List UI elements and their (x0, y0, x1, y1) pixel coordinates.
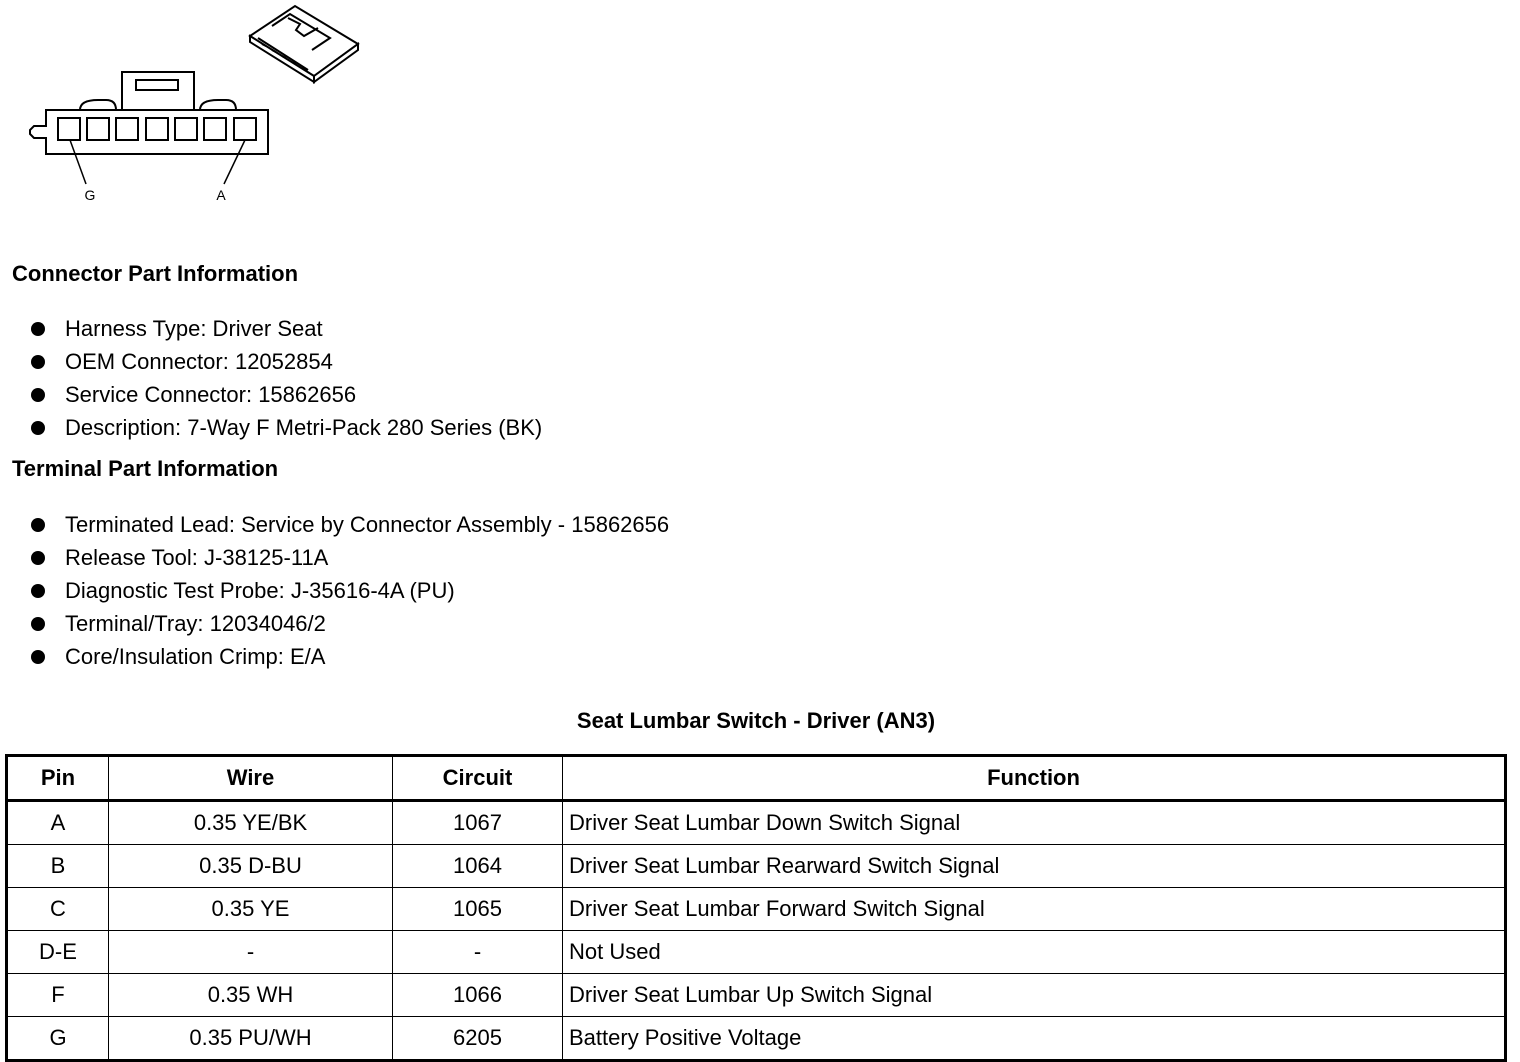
bullet-icon (31, 551, 45, 565)
cell-wire: 0.35 D-BU (109, 845, 393, 888)
bullet-icon (31, 355, 45, 369)
list-item: Service Connector: 15862656 (28, 378, 542, 411)
terminal-info-list (28, 508, 669, 673)
cell-pin: G (7, 1017, 109, 1061)
header-function: Function (563, 756, 1506, 801)
list-item: Harness Type: Driver Seat (28, 312, 542, 345)
cell-circuit: - (393, 931, 563, 974)
cell-pin: B (7, 845, 109, 888)
bullet-icon (31, 388, 45, 402)
header-circuit: Circuit (393, 756, 563, 801)
cell-function: Not Used (563, 931, 1506, 974)
cell-wire: 0.35 YE (109, 888, 393, 931)
bullet-icon (31, 617, 45, 631)
cell-wire: 0.35 WH (109, 974, 393, 1017)
list-item: Terminal/Tray: 12034046/2 (28, 607, 669, 640)
table-title: Seat Lumbar Switch - Driver (AN3) (576, 708, 936, 733)
cell-pin: D-E (7, 931, 109, 974)
cell-circuit: 1066 (393, 974, 563, 1017)
connector-diagram (0, 0, 400, 230)
bullet-icon (31, 421, 45, 435)
bullet-icon (31, 518, 45, 532)
cell-pin: F (7, 974, 109, 1017)
bullet-icon (31, 650, 45, 664)
cell-circuit: 1065 (393, 888, 563, 931)
table-header-row (7, 756, 1506, 801)
cell-circuit: 1067 (393, 801, 563, 845)
list-item: Terminated Lead: Service by Connector Assembly - 15862656 (28, 508, 669, 541)
table-row (7, 1017, 1506, 1061)
connector-face-view (30, 72, 268, 184)
cell-wire: 0.35 PU/WH (109, 1017, 393, 1061)
bullet-icon (31, 322, 45, 336)
pin-table (5, 754, 1507, 1062)
cell-function: Driver Seat Lumbar Down Switch Signal (563, 801, 1506, 845)
list-item: Core/Insulation Crimp: E/A (28, 640, 669, 673)
cell-function: Driver Seat Lumbar Up Switch Signal (563, 974, 1506, 1017)
cell-wire: - (109, 931, 393, 974)
connector-info-list (28, 312, 542, 444)
cell-wire: 0.35 YE/BK (109, 801, 393, 845)
cell-function: Battery Positive Voltage (563, 1017, 1506, 1061)
list-item: Description: 7-Way F Metri-Pack 280 Series (BK) (28, 411, 542, 444)
pin-label-g: G (84, 187, 96, 203)
list-item: Release Tool: J-38125-11A (28, 541, 669, 574)
cell-pin: A (7, 801, 109, 845)
table-row (7, 974, 1506, 1017)
cell-function: Driver Seat Lumbar Rearward Switch Signal (563, 845, 1506, 888)
table-row (7, 845, 1506, 888)
cell-circuit: 1064 (393, 845, 563, 888)
list-item: Diagnostic Test Probe: J-35616-4A (PU) (28, 574, 669, 607)
cell-circuit: 6205 (393, 1017, 563, 1061)
table-row (7, 888, 1506, 931)
table-row (7, 931, 1506, 974)
header-pin: Pin (7, 756, 109, 801)
terminal-info-heading: Terminal Part Information (12, 456, 279, 481)
table-row (7, 801, 1506, 845)
bullet-icon (31, 584, 45, 598)
header-wire: Wire (109, 756, 393, 801)
connector-isometric-view (250, 6, 358, 82)
connector-info-heading: Connector Part Information (12, 261, 299, 286)
pin-label-a: A (216, 187, 226, 203)
cell-pin: C (7, 888, 109, 931)
list-item: OEM Connector: 12052854 (28, 345, 542, 378)
cell-function: Driver Seat Lumbar Forward Switch Signal (563, 888, 1506, 931)
